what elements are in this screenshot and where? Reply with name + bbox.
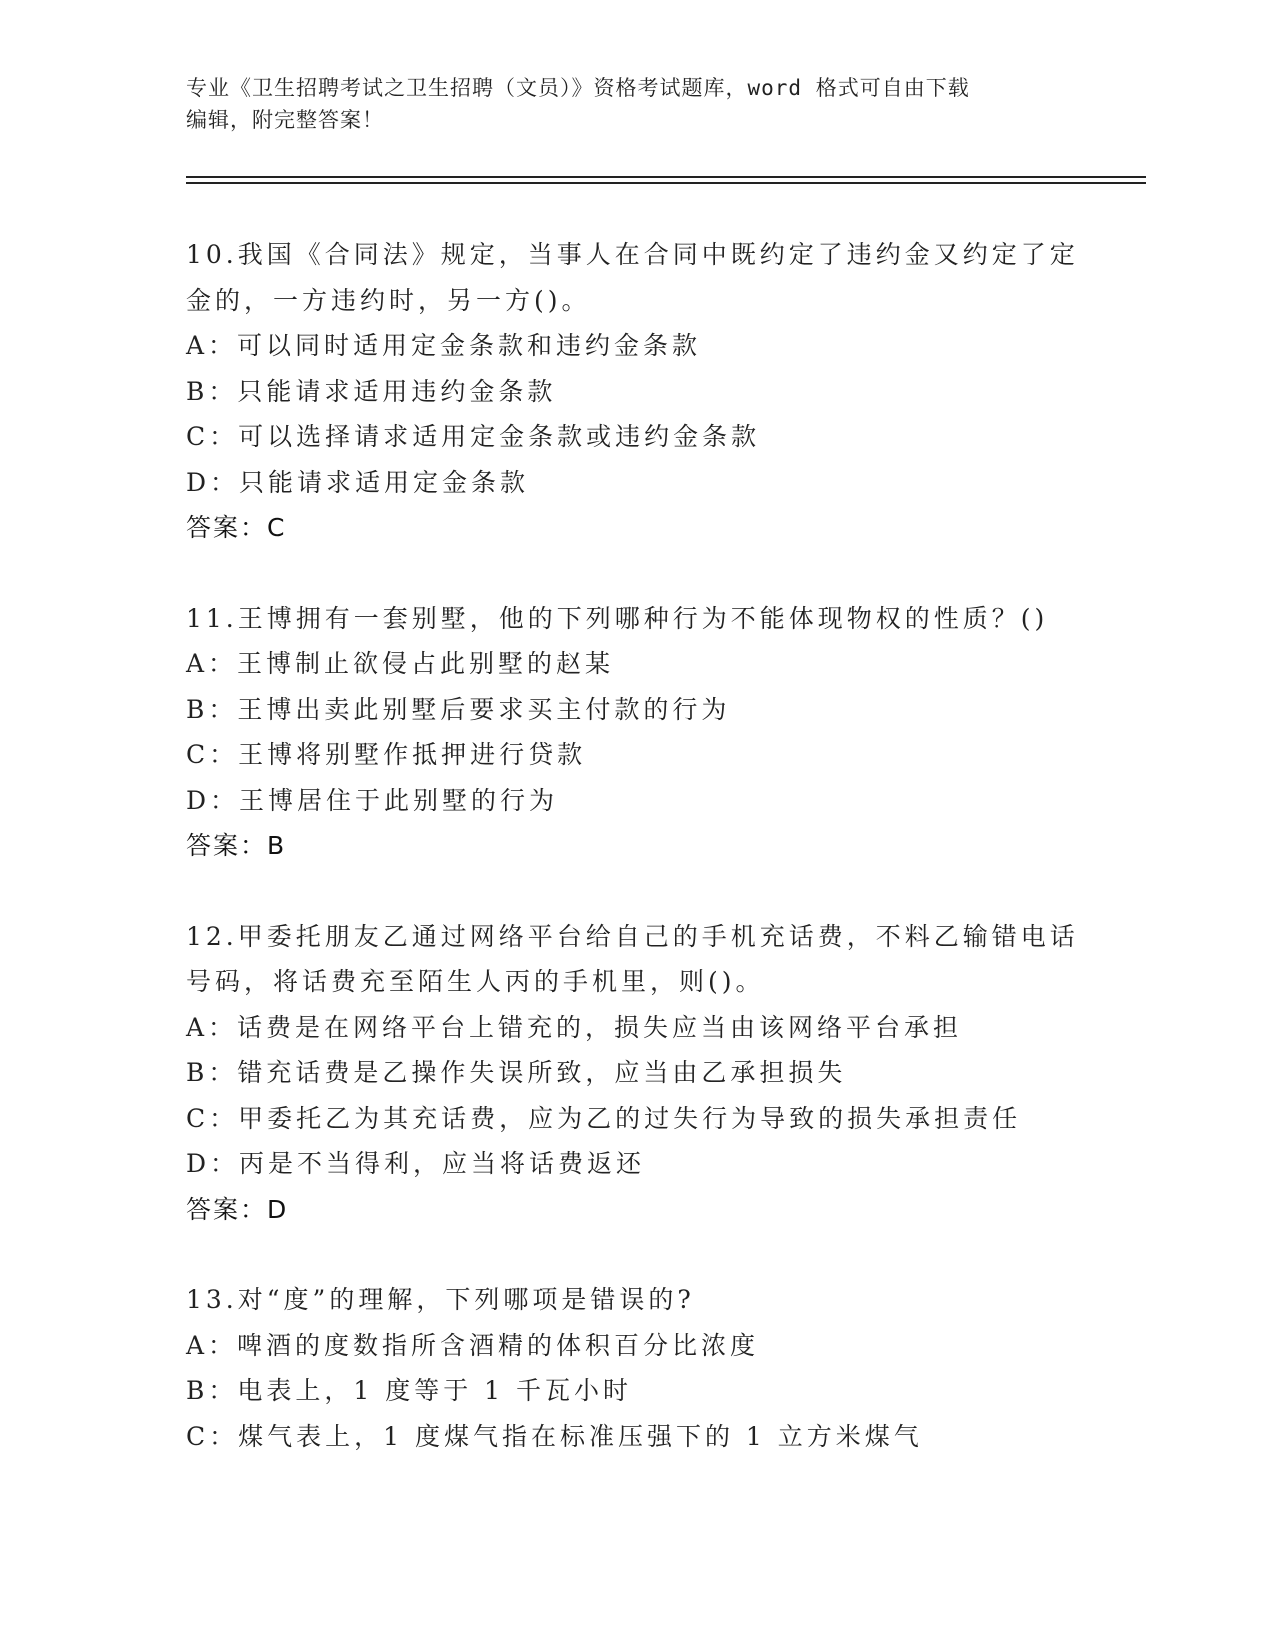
option-b: B：只能请求适用违约金条款 bbox=[186, 376, 557, 406]
option-a: A：话费是在网络平台上错充的，损失应当由该网络平台承担 bbox=[186, 1012, 963, 1042]
option-a: A：啤酒的度数指所含酒精的体积百分比浓度 bbox=[186, 1330, 760, 1360]
question-11 bbox=[186, 596, 1086, 869]
option-d: D：只能请求适用定金条款 bbox=[186, 467, 530, 497]
question-stem-line: 金的，一方违约时，另一方()。 bbox=[186, 285, 591, 315]
header-divider-top bbox=[186, 176, 1146, 178]
option-d: D：丙是不当得利，应当将话费返还 bbox=[186, 1149, 646, 1178]
question-list bbox=[186, 232, 1086, 1504]
document-header bbox=[186, 72, 1086, 136]
question-stem-line: 11.王博拥有一套别墅，他的下列哪种行为不能体现物权的性质？() bbox=[186, 603, 1049, 633]
header-divider-bottom bbox=[186, 182, 1146, 184]
option-c: C：王博将别墅作抵押进行贷款 bbox=[186, 740, 587, 769]
question-stem-line: 号码，将话费充至陌生人丙的手机里，则()。 bbox=[186, 967, 765, 996]
question-10 bbox=[186, 232, 1086, 551]
answer-label: 答案：C bbox=[186, 513, 287, 542]
option-b: B：王博出卖此别墅后要求买主付款的行为 bbox=[186, 694, 731, 724]
option-d: D：王博居住于此别墅的行为 bbox=[186, 785, 559, 815]
answer-label: 答案：B bbox=[186, 831, 287, 860]
question-13 bbox=[186, 1277, 1086, 1459]
option-a: A：可以同时适用定金条款和违约金条款 bbox=[186, 331, 702, 360]
header-line-2: 编辑，附完整答案！ bbox=[186, 108, 384, 132]
question-stem-line: 12.甲委托朋友乙通过网络平台给自己的手机充话费，不料乙输错电话 bbox=[186, 921, 1079, 951]
question-12 bbox=[186, 914, 1086, 1233]
option-b: B：电表上，1 度等于 1 千瓦小时 bbox=[186, 1376, 633, 1405]
option-c: C：煤气表上，1 度煤气指在标准压强下的 1 立方米煤气 bbox=[186, 1421, 923, 1451]
option-a: A：王博制止欲侵占此别墅的赵某 bbox=[186, 649, 615, 678]
option-c: C：可以选择请求适用定金条款或违约金条款 bbox=[186, 422, 761, 451]
answer-label: 答案：D bbox=[186, 1194, 289, 1224]
question-stem-line: 13.对“度”的理解，下列哪项是错误的? bbox=[186, 1285, 695, 1314]
option-c: C：甲委托乙为其充话费，应为乙的过失行为导致的损失承担责任 bbox=[186, 1103, 1022, 1133]
option-b: B：错充话费是乙操作失误所致，应当由乙承担损失 bbox=[186, 1058, 847, 1087]
header-line-1: 专业《卫生招聘考试之卫生招聘（文员）》资格考试题库，word 格式可自由下载 bbox=[186, 76, 970, 100]
question-stem-line: 10.我国《合同法》规定，当事人在合同中既约定了违约金又约定了定 bbox=[186, 240, 1079, 269]
